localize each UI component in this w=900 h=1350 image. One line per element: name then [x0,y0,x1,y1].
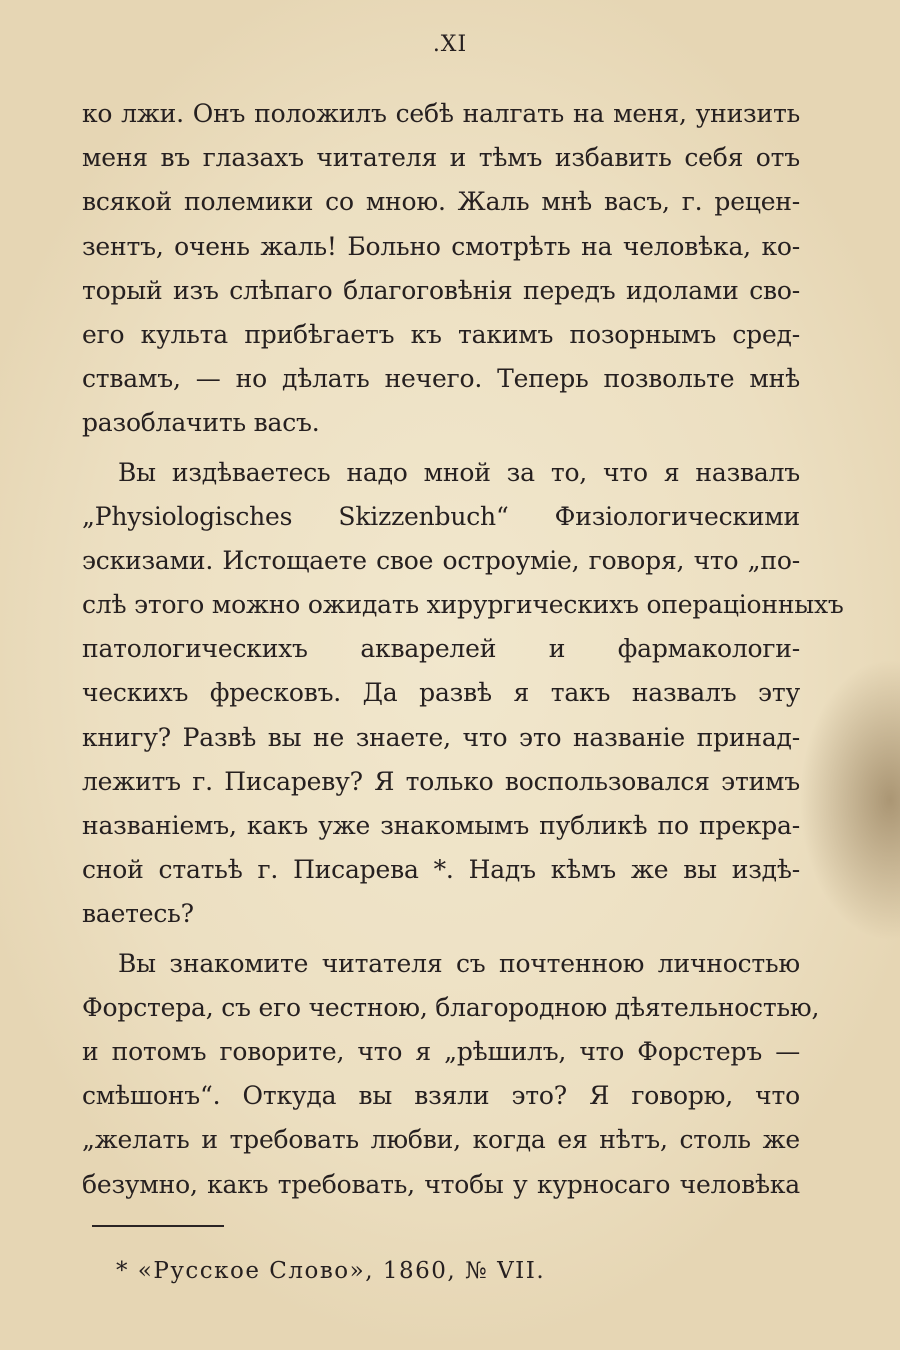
text-line: зентъ, очень жаль! Больно смотрѣть на человѣка, ко- [82,231,800,261]
text-line: ваетесь? [82,899,194,929]
text-line: лежитъ г. Писареву? Я только воспользовался этимъ [82,766,800,796]
text-line: ствамъ, — но дѣлать нечего. Теперь позвольте мнѣ [82,364,800,394]
footnote-divider [92,1225,224,1227]
text-line: Вы издѣваетесь надо мной за то, что я назвалъ [118,457,800,487]
text-line: всякой полемики со мною. Жаль мнѣ васъ, г. рецен- [82,187,800,217]
text-line: безумно, какъ требовать, чтобы у курносаго человѣка [82,1169,800,1199]
text-line: названіемъ, какъ уже знакомымъ публикѣ по прекра- [82,811,800,840]
text-line: слѣ этого можно ожидать хирургическихъ операціонныхъ [82,590,844,620]
text-line: „желать и требовать любви, когда ея нѣтъ, столь же [82,1125,800,1155]
text-line: Форстера, съ его честною, благородною дѣятельностью, [82,992,820,1022]
text-line: „Physiologisches Skizzenbuch“ Физіологическими [82,501,800,531]
text-line: разоблачить васъ. [82,408,320,438]
footnote: * «Русское Слово», 1860, № VII. [116,1258,546,1284]
text-line: его культа прибѣгаетъ къ такимъ позорнымъ сред- [82,319,800,349]
text-line: торый изъ слѣпаго благоговѣнія передъ идолами сво- [82,275,800,305]
text-line: смѣшонъ“. Откуда вы взяли это? Я говорю, что [82,1081,800,1111]
text-line: ко лжи. Онъ положилъ себѣ налгать на меня, унизить [82,99,800,128]
text-line: ческихъ фресковъ. Да развѣ я такъ назвалъ эту [82,678,800,708]
body-text [82,92,844,1207]
text-line: эскизами. Истощаете свое остроуміе, говоря, что „по- [82,545,800,575]
text-line: патологическихъ акварелей и фармакологи- [82,634,800,664]
text-line: книгу? Развѣ вы не знаете, что это названіе принад- [82,722,800,752]
text-line: сной статьѣ г. Писарева *. Надъ кѣмъ же вы издѣ- [82,855,800,885]
text-line: меня въ глазахъ читателя и тѣмъ избавить себя отъ [82,143,800,173]
page-number: .XI [432,32,468,57]
text-line: и потомъ говорите, что я „рѣшилъ, что Форстеръ — [82,1036,800,1066]
text-line: Вы знакомите читателя съ почтенною личностью [118,948,800,978]
